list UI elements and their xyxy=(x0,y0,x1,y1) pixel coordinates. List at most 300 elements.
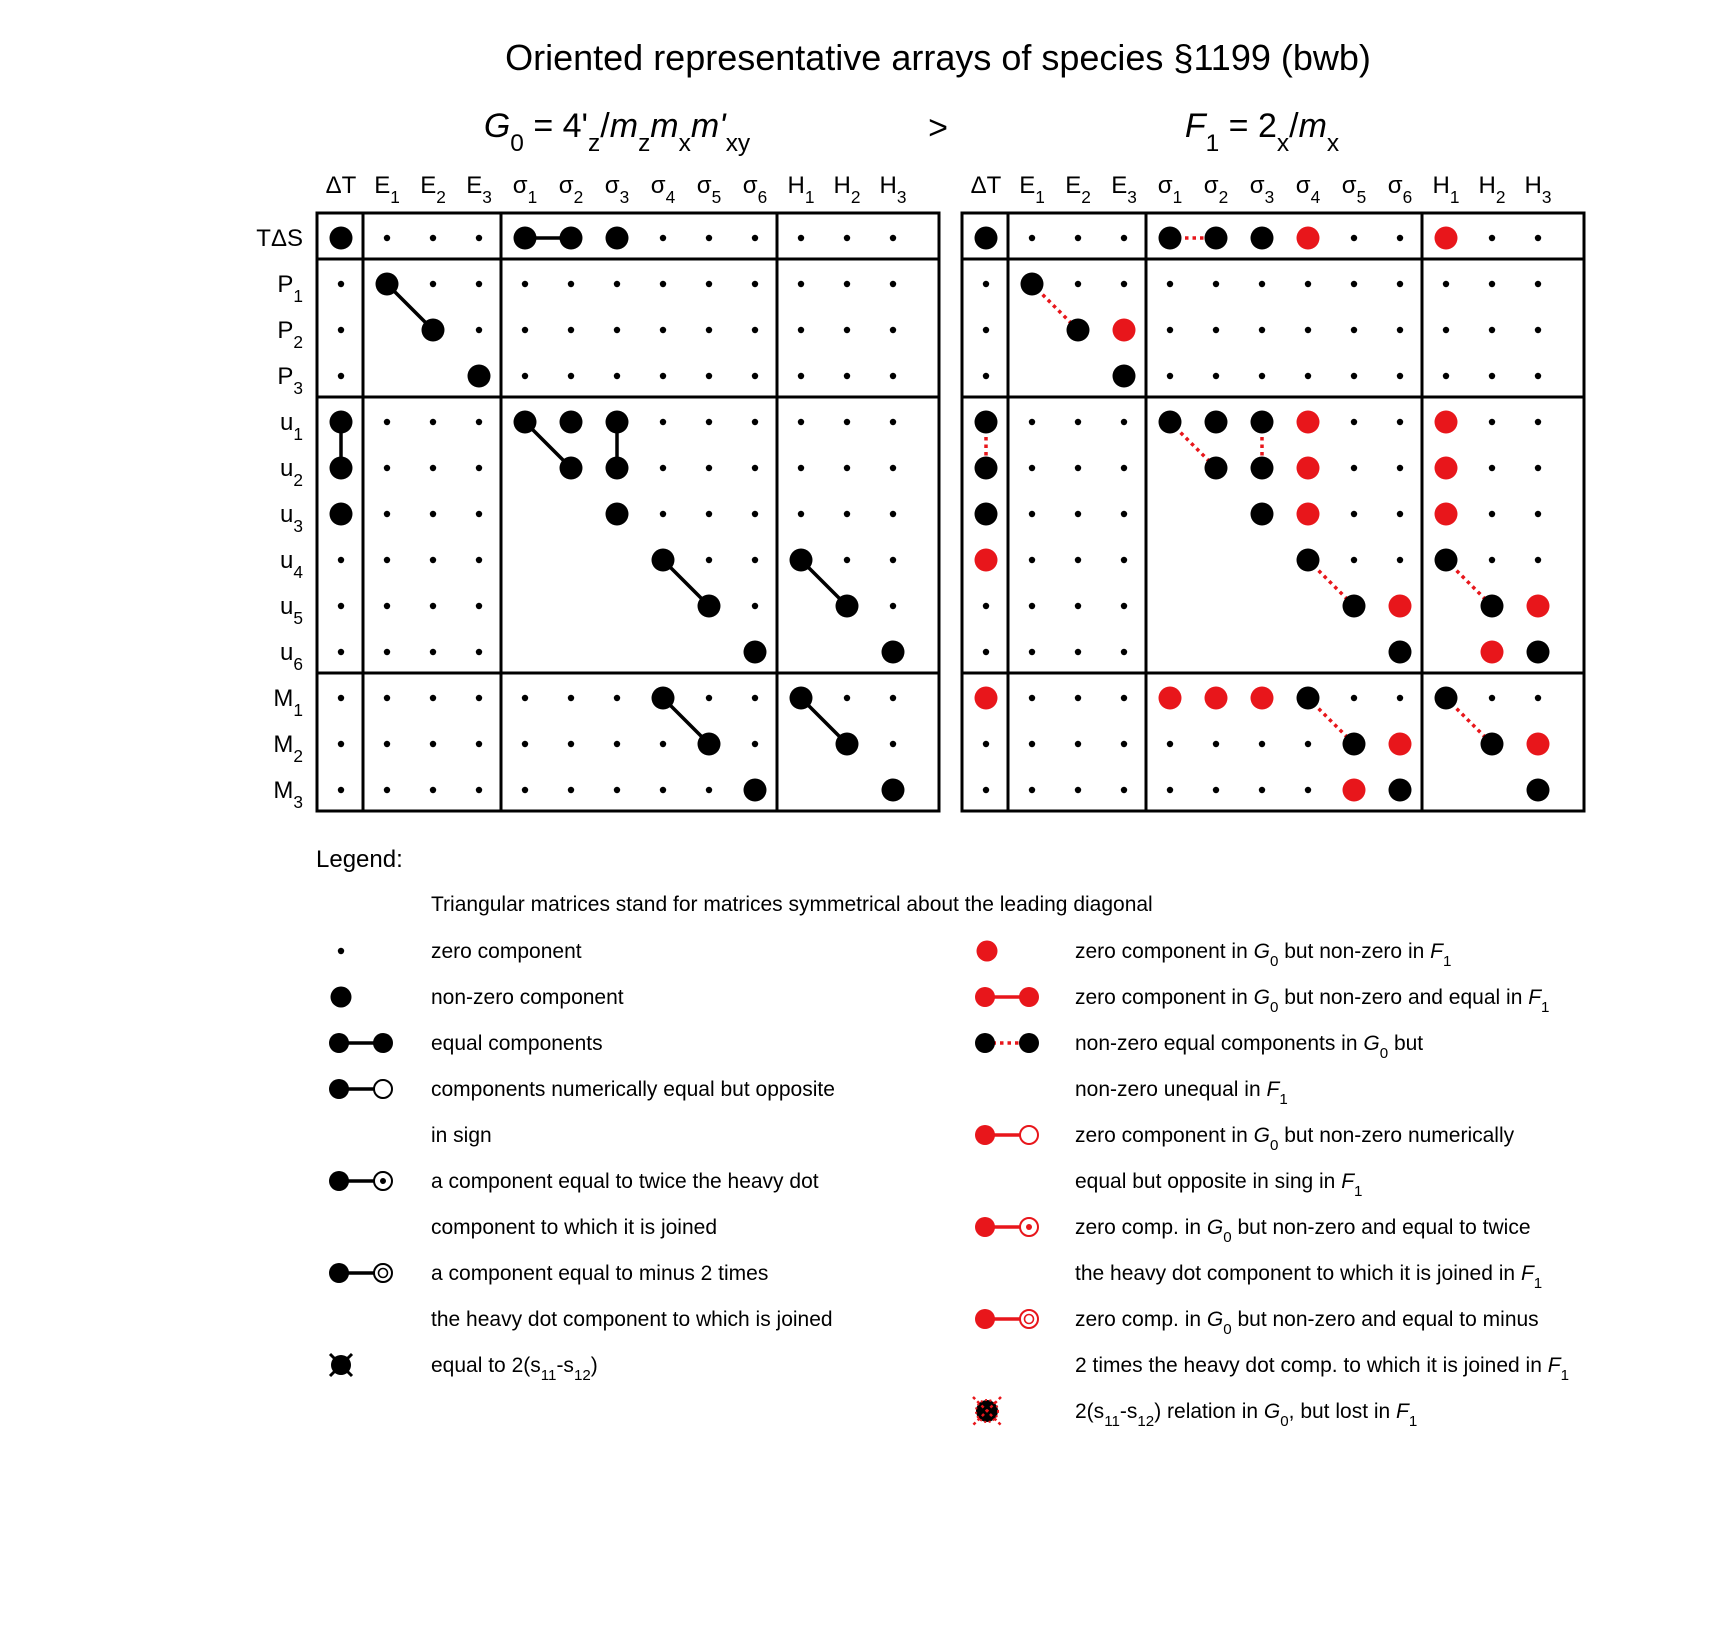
text-segment: G xyxy=(1253,986,1270,1009)
text-segment: F xyxy=(1184,107,1206,145)
text-segment: P xyxy=(277,317,294,344)
zero-component-dot xyxy=(476,695,482,701)
zero-component-dot xyxy=(1535,557,1541,563)
nonzero-component-dot xyxy=(1251,503,1274,526)
zero-component-dot xyxy=(1213,281,1219,287)
column-header xyxy=(1525,172,1552,207)
nonzero-component-dot xyxy=(1205,457,1228,480)
column-header xyxy=(374,172,400,207)
zero-component-dot xyxy=(706,373,712,379)
text-segment: 6 xyxy=(1402,187,1413,207)
row-header xyxy=(273,777,303,812)
legend-text-line xyxy=(1075,1308,1539,1338)
zero-component-dot xyxy=(1259,373,1265,379)
legend-text-line xyxy=(1075,1124,1515,1154)
nonzero-component-dot xyxy=(1435,549,1458,572)
zero-component-dot xyxy=(1029,511,1035,517)
zero-component-dot xyxy=(660,787,666,793)
zero-component-dot xyxy=(338,741,344,747)
text-segment: 1 xyxy=(390,187,400,207)
symbol-big-dot xyxy=(331,987,352,1008)
zero-component-dot xyxy=(1075,465,1081,471)
text-segment: 2 xyxy=(573,187,584,207)
legend-symbol-red-equal xyxy=(975,987,1039,1007)
nonzero-component-dot xyxy=(882,779,905,802)
zero-component-dot xyxy=(430,649,436,655)
text-segment: P xyxy=(277,363,294,390)
text-segment: 1 xyxy=(293,424,303,444)
zero-component-dot xyxy=(1489,327,1495,333)
zero-component-dot xyxy=(706,787,712,793)
zero-component-dot xyxy=(844,465,850,471)
text-segment: u xyxy=(280,593,294,620)
column-header xyxy=(1111,172,1137,207)
zero-component-dot xyxy=(1259,787,1265,793)
column-header xyxy=(1479,172,1506,207)
zero-component-dot xyxy=(1075,787,1081,793)
legend-symbol-small-dot xyxy=(338,948,344,954)
column-header xyxy=(880,172,907,207)
nonzero-component-dot xyxy=(1297,687,1320,710)
text-segment: E xyxy=(374,172,391,199)
zero-component-dot xyxy=(1075,511,1081,517)
zero-component-dot xyxy=(1167,373,1173,379)
text-segment: 1 xyxy=(527,187,538,207)
row-header xyxy=(277,317,303,352)
nonzero-component-dot xyxy=(1343,733,1366,756)
text-segment: σ xyxy=(604,172,620,199)
nonzero-component-dot xyxy=(1389,641,1412,664)
text-segment: F xyxy=(1396,1400,1409,1423)
text-segment: ) relation in xyxy=(1154,1400,1264,1423)
zero-component-dot xyxy=(1121,603,1127,609)
text-segment: E xyxy=(1065,172,1082,199)
nonzero-component-dot xyxy=(514,411,537,434)
zero-component-dot xyxy=(798,465,804,471)
zero-component-dot xyxy=(752,327,758,333)
text-segment: u xyxy=(280,547,294,574)
new-nonzero-component-dot xyxy=(1481,641,1504,664)
zero-component-dot xyxy=(1305,787,1311,793)
zero-component-dot xyxy=(1535,465,1541,471)
nonzero-component-dot xyxy=(1297,549,1320,572)
zero-component-dot xyxy=(1029,787,1035,793)
zero-component-dot xyxy=(476,465,482,471)
symbol-open-dot xyxy=(374,1080,392,1098)
text-segment: z xyxy=(588,130,601,157)
text-segment: M xyxy=(273,685,294,712)
zero-component-dot xyxy=(706,327,712,333)
zero-component-dot xyxy=(1259,741,1265,747)
nonzero-component-dot xyxy=(1251,411,1274,434)
row-header xyxy=(280,501,303,536)
text-segment: 1 xyxy=(1541,999,1550,1016)
zero-component-dot xyxy=(384,649,390,655)
nonzero-component-dot xyxy=(606,227,629,250)
zero-component-dot xyxy=(1075,741,1081,747)
new-nonzero-component-dot xyxy=(1297,503,1320,526)
text-segment: 2 xyxy=(850,187,861,207)
row-header xyxy=(277,271,303,306)
text-segment: σ xyxy=(1249,172,1265,199)
new-nonzero-component-dot xyxy=(1159,687,1182,710)
zero-component-dot xyxy=(476,235,482,241)
zero-component-dot xyxy=(1351,373,1357,379)
zero-component-dot xyxy=(338,603,344,609)
zero-component-dot xyxy=(522,787,528,793)
text-segment: 1 xyxy=(1442,953,1452,970)
zero-component-dot xyxy=(1535,695,1541,701)
symbol-heavy-dot xyxy=(975,1217,995,1237)
zero-component-dot xyxy=(1535,419,1541,425)
column-header xyxy=(1433,172,1460,207)
text-segment: 3 xyxy=(293,378,303,398)
zero-component-dot xyxy=(568,327,574,333)
zero-component-dot xyxy=(752,695,758,701)
text-segment: 6 xyxy=(757,187,768,207)
zero-component-dot xyxy=(1397,511,1403,517)
symbol-heavy-dot xyxy=(329,1033,349,1053)
zero-component-dot xyxy=(614,373,620,379)
zero-component-dot xyxy=(844,373,850,379)
nonzero-component-dot xyxy=(468,365,491,388)
legend-text-line xyxy=(1075,940,1451,970)
zero-component-dot xyxy=(1305,373,1311,379)
text-segment: m xyxy=(609,107,639,145)
zero-component-dot xyxy=(384,465,390,471)
zero-component-dot xyxy=(1489,373,1495,379)
nonzero-component-dot xyxy=(1527,641,1550,664)
zero-component-dot xyxy=(384,603,390,609)
nonzero-component-dot xyxy=(744,641,767,664)
zero-component-dot xyxy=(1535,327,1541,333)
zero-component-dot xyxy=(706,557,712,563)
text-segment: TΔS xyxy=(256,225,303,252)
nonzero-component-dot xyxy=(698,733,721,756)
zero-component-dot xyxy=(476,649,482,655)
zero-component-dot xyxy=(1075,419,1081,425)
text-segment: 1 xyxy=(1172,187,1183,207)
text-segment: 1 xyxy=(1408,1413,1418,1430)
text-segment: 2 xyxy=(1495,187,1506,207)
legend-symbol-red-cross xyxy=(973,1397,1001,1425)
nonzero-component-dot xyxy=(1067,319,1090,342)
zero-component-dot xyxy=(1121,419,1127,425)
symbol-heavy-dot xyxy=(329,1079,349,1099)
new-nonzero-component-dot xyxy=(1251,687,1274,710)
text-segment: 1 xyxy=(1279,1091,1288,1108)
symbol-center-dot xyxy=(1026,1224,1032,1230)
text-segment: zero component xyxy=(431,940,582,963)
row-header xyxy=(277,363,303,398)
text-segment: σ xyxy=(650,172,666,199)
text-segment: 5 xyxy=(293,608,303,628)
zero-component-dot xyxy=(1397,465,1403,471)
zero-component-dot xyxy=(338,373,344,379)
legend-text-line xyxy=(1075,1216,1531,1246)
text-segment: 0 xyxy=(1269,953,1279,970)
zero-component-dot xyxy=(338,695,344,701)
text-segment: 3 xyxy=(1264,187,1275,207)
legend-text-line xyxy=(431,1032,603,1055)
new-nonzero-component-dot xyxy=(1297,411,1320,434)
nonzero-component-dot xyxy=(422,319,445,342)
text-segment: E xyxy=(466,172,483,199)
new-nonzero-component-dot xyxy=(1113,319,1136,342)
nonzero-component-dot xyxy=(1021,273,1044,296)
zero-component-dot xyxy=(1029,419,1035,425)
zero-component-dot xyxy=(1397,557,1403,563)
text-segment: H xyxy=(1478,172,1496,199)
legend-text-line xyxy=(1075,1032,1423,1062)
column-header xyxy=(513,172,537,207)
text-segment: 1 xyxy=(1035,187,1045,207)
text-segment: / xyxy=(600,107,610,145)
text-segment: H xyxy=(1524,172,1542,199)
zero-component-dot xyxy=(1535,511,1541,517)
legend-text-line xyxy=(431,1216,717,1239)
text-segment: 0 xyxy=(1223,1229,1232,1246)
text-segment: but non-zero and equal to minus xyxy=(1231,1308,1539,1331)
nonzero-component-dot xyxy=(376,273,399,296)
zero-component-dot xyxy=(384,787,390,793)
text-segment: 1 xyxy=(293,286,303,306)
zero-component-dot xyxy=(706,511,712,517)
zero-component-dot xyxy=(1213,741,1219,747)
zero-component-dot xyxy=(752,603,758,609)
text-segment: G xyxy=(1253,940,1270,963)
zero-component-dot xyxy=(476,419,482,425)
zero-component-dot xyxy=(890,741,896,747)
text-segment: E xyxy=(420,172,437,199)
zero-component-dot xyxy=(890,281,896,287)
nonzero-component-dot xyxy=(882,641,905,664)
symbol-heavy-dot xyxy=(329,1171,349,1191)
zero-component-dot xyxy=(1121,695,1127,701)
zero-component-dot xyxy=(1029,465,1035,471)
zero-component-dot xyxy=(1167,787,1173,793)
zero-component-dot xyxy=(1029,695,1035,701)
zero-component-dot xyxy=(1489,557,1495,563)
nonzero-component-dot xyxy=(744,779,767,802)
text-segment: , but lost in xyxy=(1288,1400,1397,1423)
legend-text-line xyxy=(1075,1262,1542,1292)
nonzero-component-dot xyxy=(1113,365,1136,388)
text-segment: a component equal to twice the heavy dot xyxy=(431,1170,819,1193)
zero-component-dot xyxy=(1305,327,1311,333)
zero-component-dot xyxy=(1351,235,1357,241)
text-segment: 12 xyxy=(1137,1413,1155,1430)
text-segment: non-zero unequal in xyxy=(1075,1078,1267,1101)
zero-component-dot xyxy=(430,695,436,701)
zero-component-dot xyxy=(890,419,896,425)
symbol-open-dot xyxy=(1020,1126,1038,1144)
row-header xyxy=(280,547,303,582)
zero-component-dot xyxy=(752,465,758,471)
relation-symbol: > xyxy=(928,109,948,147)
text-segment: in sign xyxy=(431,1124,492,1147)
zero-component-dot xyxy=(706,235,712,241)
zero-component-dot xyxy=(1351,695,1357,701)
zero-component-dot xyxy=(1121,465,1127,471)
text-segment: = 2 xyxy=(1219,107,1277,145)
new-nonzero-component-dot xyxy=(1297,457,1320,480)
text-segment: 2(s xyxy=(1075,1400,1105,1423)
zero-component-dot xyxy=(844,281,850,287)
symbol-heavy-dot xyxy=(1019,987,1039,1007)
zero-component-dot xyxy=(614,787,620,793)
zero-component-dot xyxy=(476,787,482,793)
nonzero-component-dot xyxy=(1159,411,1182,434)
zero-component-dot xyxy=(1397,419,1403,425)
legend-text-line xyxy=(431,1354,598,1384)
column-header xyxy=(788,172,815,207)
diagram-layer xyxy=(256,107,1584,1430)
zero-component-dot xyxy=(660,465,666,471)
text-segment: 4 xyxy=(665,187,676,207)
matrix-panel-G0 xyxy=(317,213,939,811)
zero-component-dot xyxy=(522,281,528,287)
zero-component-dot xyxy=(706,695,712,701)
zero-component-dot xyxy=(430,235,436,241)
text-segment: ΔT xyxy=(970,172,1002,199)
zero-component-dot xyxy=(1443,281,1449,287)
text-segment: 0 xyxy=(510,130,524,157)
text-segment: G xyxy=(1363,1032,1380,1055)
zero-component-dot xyxy=(844,327,850,333)
zero-component-dot xyxy=(568,373,574,379)
new-nonzero-component-dot xyxy=(1389,733,1412,756)
nonzero-component-dot xyxy=(652,549,675,572)
zero-component-dot xyxy=(706,281,712,287)
zero-component-dot xyxy=(1535,281,1541,287)
zero-component-dot xyxy=(568,281,574,287)
zero-component-dot xyxy=(660,235,666,241)
text-segment: 0 xyxy=(1223,1321,1232,1338)
legend-text-line xyxy=(431,1078,835,1101)
zero-component-dot xyxy=(522,373,528,379)
text-segment: H xyxy=(787,172,805,199)
column-header xyxy=(743,172,767,207)
new-nonzero-component-dot xyxy=(1527,733,1550,756)
nonzero-component-dot xyxy=(1435,687,1458,710)
zero-component-dot xyxy=(1075,557,1081,563)
zero-component-dot xyxy=(476,603,482,609)
column-header xyxy=(605,172,629,207)
zero-component-dot xyxy=(1167,741,1173,747)
zero-component-dot xyxy=(983,603,989,609)
legend-text-line xyxy=(1075,986,1549,1016)
zero-component-dot xyxy=(890,603,896,609)
zero-component-dot xyxy=(798,511,804,517)
row-header xyxy=(256,225,303,252)
legend-text-line xyxy=(1075,1170,1362,1200)
zero-component-dot xyxy=(752,281,758,287)
column-header xyxy=(834,172,861,207)
zero-component-dot xyxy=(614,327,620,333)
new-nonzero-component-dot xyxy=(1389,595,1412,618)
text-segment: ΔT xyxy=(325,172,357,199)
nonzero-component-dot xyxy=(836,733,859,756)
symbol-center-dot xyxy=(380,1178,386,1184)
zero-component-dot xyxy=(983,281,989,287)
nonzero-component-dot xyxy=(1389,779,1412,802)
legend-text-line xyxy=(431,940,582,963)
legend-symbol-opposite xyxy=(329,1079,392,1099)
matrix-panel-F1 xyxy=(962,213,1584,811)
text-segment: E xyxy=(1111,172,1128,199)
text-segment: F xyxy=(1266,1078,1280,1101)
nonzero-component-dot xyxy=(1205,227,1228,250)
legend-text-line xyxy=(431,1124,492,1147)
zero-component-dot xyxy=(1305,281,1311,287)
text-segment: 4 xyxy=(1310,187,1321,207)
nonzero-component-dot xyxy=(1251,457,1274,480)
row-header xyxy=(280,455,303,490)
zero-component-dot xyxy=(983,373,989,379)
legend-text-line xyxy=(431,1170,819,1193)
nonzero-component-dot xyxy=(1159,227,1182,250)
zero-component-dot xyxy=(338,557,344,563)
text-segment: σ xyxy=(742,172,758,199)
zero-component-dot xyxy=(568,741,574,747)
zero-component-dot xyxy=(1397,695,1403,701)
column-header xyxy=(466,172,492,207)
text-segment: 5 xyxy=(1356,187,1367,207)
text-segment: 1 xyxy=(293,700,303,720)
column-header xyxy=(1296,172,1321,207)
zero-component-dot xyxy=(430,603,436,609)
zero-component-dot xyxy=(660,511,666,517)
text-segment: F xyxy=(1547,1354,1561,1377)
nonzero-component-dot xyxy=(606,457,629,480)
zero-component-dot xyxy=(384,511,390,517)
text-segment: but non-zero and equal to twice xyxy=(1231,1216,1531,1239)
zero-component-dot xyxy=(1351,511,1357,517)
text-segment: 1 xyxy=(1560,1367,1569,1384)
row-header xyxy=(280,409,303,444)
legend-symbol-cross xyxy=(330,1354,352,1376)
zero-component-dot xyxy=(1305,741,1311,747)
text-segment: zero component in xyxy=(1075,1124,1254,1147)
zero-component-dot xyxy=(798,235,804,241)
text-segment: 2 xyxy=(1218,187,1229,207)
zero-component-dot xyxy=(338,649,344,655)
zero-component-dot xyxy=(1029,557,1035,563)
nonzero-component-dot xyxy=(1251,227,1274,250)
zero-component-dot xyxy=(890,511,896,517)
text-segment: m xyxy=(650,107,679,145)
new-nonzero-component-dot xyxy=(1343,779,1366,802)
legend-symbol-red-twice xyxy=(975,1217,1038,1237)
text-segment: 0 xyxy=(1269,999,1279,1016)
zero-component-dot xyxy=(476,281,482,287)
zero-component-dot xyxy=(798,327,804,333)
zero-component-dot xyxy=(1029,235,1035,241)
panel-heading-F1 xyxy=(1185,107,1339,157)
zero-component-dot xyxy=(1075,235,1081,241)
zero-component-dot xyxy=(660,419,666,425)
text-segment: G xyxy=(1206,1216,1224,1239)
zero-component-dot xyxy=(752,419,758,425)
zero-component-dot xyxy=(1121,511,1127,517)
column-header xyxy=(1388,172,1412,207)
text-segment: 2 xyxy=(436,187,446,207)
zero-component-dot xyxy=(614,281,620,287)
zero-component-dot xyxy=(338,281,344,287)
nonzero-component-dot xyxy=(330,503,353,526)
text-segment: σ xyxy=(1203,172,1219,199)
